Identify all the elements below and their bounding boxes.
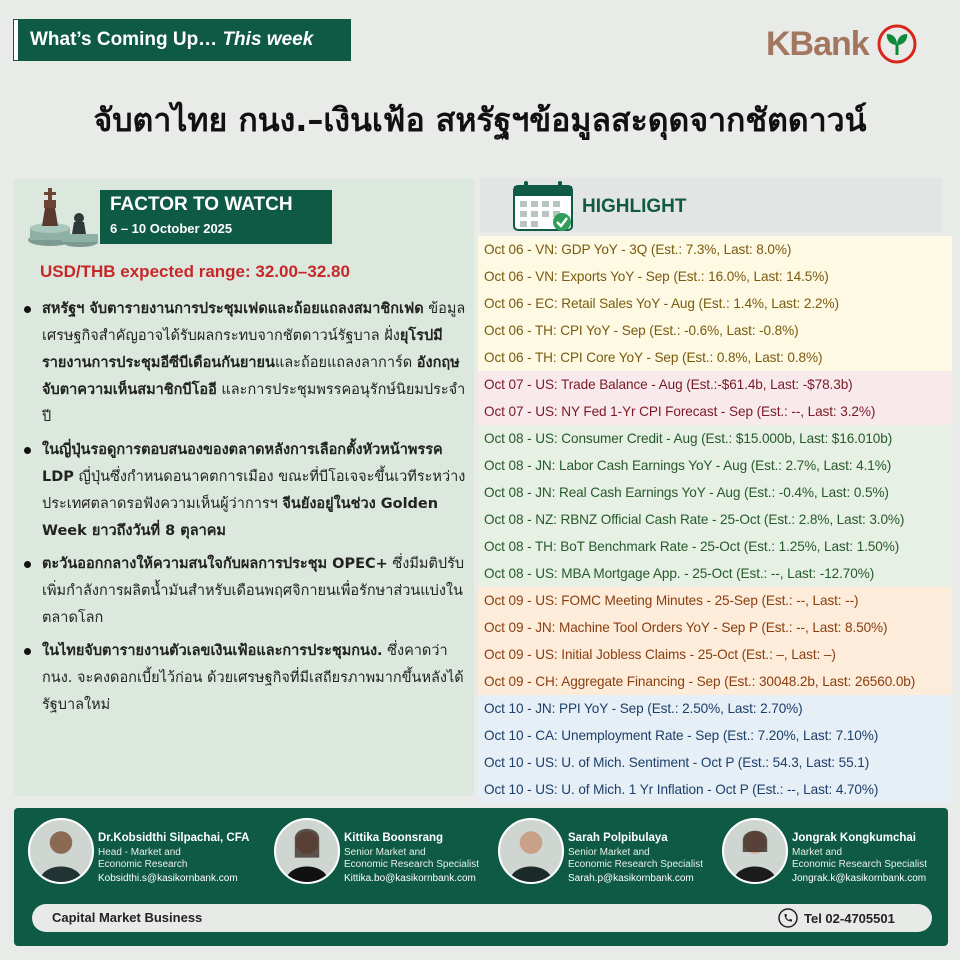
highlight-event-row: Oct 07 - US: Trade Balance - Aug (Est.:-$61.4b, Last: -$78.3b) [478, 371, 952, 398]
highlight-title: HIGHLIGHT [582, 196, 687, 217]
member-name: Jongrak Kongkumchai [792, 832, 916, 844]
telephone[interactable] [778, 908, 895, 928]
highlight-events [478, 236, 952, 803]
member-name: Sarah Polpibulaya [568, 832, 668, 844]
factor-to-watch-box [100, 190, 332, 244]
highlight-event-row: Oct 08 - US: MBA Mortgage App. - 25-Oct (Est.: --, Last: -12.70%) [478, 560, 952, 587]
member-email[interactable]: Kobsidthi.s@kasikornbank.com [98, 873, 238, 884]
avatar [722, 818, 788, 884]
member-email[interactable]: Kittika.bo@kasikornbank.com [344, 873, 476, 884]
factor-bullets [22, 296, 472, 725]
member-role-2: Economic Research Specialist [344, 859, 480, 870]
member-name: Kittika Boonsrang [344, 832, 444, 844]
highlight-event-row: Oct 07 - US: NY Fed 1-Yr CPI Forecast - Sep (Est.: --, Last: 3.2%) [478, 398, 952, 425]
highlight-event-row: Oct 08 - NZ: RBNZ Official Cash Rate - 25-Oct (Est.: 2.8%, Last: 3.0%) [478, 506, 952, 533]
highlight-event-row: Oct 09 - US: FOMC Meeting Minutes - 25-Sep (Est.: --, Last: --) [478, 587, 952, 614]
highlight-event-row: Oct 06 - EC: Retail Sales YoY - Aug (Est.: 1.4%, Last: 2.2%) [478, 290, 952, 317]
factor-title: FACTOR TO WATCH [110, 194, 293, 215]
bullet-us-europe: สหรัฐฯ จับตารายงานการประชุมเฟดและถ้อยแถลงสมาชิกเฟด ข้อมูลเศรษฐกิจสำคัญอาจได้รับผลกระทบจากชัตดาวน์รัฐบาล ฝั่งยุโรปมีรายงานการประชุมอีซีบีเดือนกันยายนและถ้อยแถลงลาการ์ด อังกฤษจับตาความเห็นสมาชิกบีโออี และการประชุมพรรคอนุรักษ์นิยมประจำปี [22, 296, 472, 431]
highlight-event-row: Oct 09 - US: Initial Jobless Claims - 25-Oct (Est.: –, Last: –) [478, 641, 952, 668]
bullet-middle-east: ตะวันออกกลางให้ความสนใจกับผลการประชุม OPEC+ ซึ่งมีมติปรับเพิ่มกำลังการผลิตน้ำมันสำหรับเดือนพฤศจิกายนเพื่อรักษาส่วนแบ่งในตลาดโลก [22, 551, 472, 632]
kbank-leaf-icon [877, 24, 917, 64]
highlight-event-row: Oct 06 - VN: GDP YoY - 3Q (Est.: 7.3%, Last: 8.0%) [478, 236, 952, 263]
highlight-event-row: Oct 09 - CH: Aggregate Financing - Sep (Est.: 30048.2b, Last: 26560.0b) [478, 668, 952, 695]
avatar [498, 818, 564, 884]
member-role-2: Economic Research [98, 859, 188, 870]
factor-date: 6 – 10 October 2025 [110, 221, 233, 236]
telephone-number: Tel 02-4705501 [804, 910, 895, 926]
member-role: Senior Market and [568, 847, 650, 858]
page-title: จับตาไทย กนง.–เงินเฟ้อ สหรัฐฯข้อมูลสะดุดจากชัตดาวน์ [93, 101, 867, 139]
week-tag-emph: This week [222, 29, 314, 50]
highlight-event-row: Oct 09 - JN: Machine Tool Orders YoY - Sep P (Est.: --, Last: 8.50%) [478, 614, 952, 641]
member-email[interactable]: Sarah.p@kasikornbank.com [568, 873, 694, 884]
usdthb-range: USD/THB expected range: 32.00–32.80 [40, 262, 350, 281]
logo-text: KBank [766, 24, 869, 63]
member-name: Dr.Kobsidthi Silpachai, CFA [98, 832, 250, 844]
calendar-icon [512, 180, 576, 232]
member-role: Senior Market and [344, 847, 426, 858]
highlight-event-row: Oct 08 - JN: Labor Cash Earnings YoY - Aug (Est.: 2.7%, Last: 4.1%) [478, 452, 952, 479]
capital-market-business: Capital Market Business [52, 910, 203, 925]
highlight-event-row: Oct 10 - JN: PPI YoY - Sep (Est.: 2.50%, Last: 2.70%) [478, 695, 952, 722]
avatar [28, 818, 94, 884]
highlight-event-row: Oct 08 - JN: Real Cash Earnings YoY - Aug (Est.: -0.4%, Last: 0.5%) [478, 479, 952, 506]
highlight-event-row: Oct 06 - TH: CPI Core YoY - Sep (Est.: 0.8%, Last: 0.8%) [478, 344, 952, 371]
member-role: Head - Market and [98, 847, 181, 858]
bullet-thailand: ในไทยจับตารายงานตัวเลขเงินเฟ้อและการประชุมกนง. ซึ่งคาดว่า กนง. จะคงดอกเบี้ยไว้ก่อน ด้วยเศรษฐกิจที่มีเสถียรภาพมากขึ้นหลังได้รัฐบาลใหม่ [22, 638, 472, 719]
member-role-2: Economic Research Specialist [792, 859, 928, 870]
kbank-logo [766, 24, 917, 64]
highlight-event-row: Oct 06 - TH: CPI YoY - Sep (Est.: -0.6%, Last: -0.8%) [478, 317, 952, 344]
chess-pieces-icon [24, 178, 100, 250]
week-tag [14, 20, 350, 60]
highlight-event-row: Oct 08 - US: Consumer Credit - Aug (Est.: $15.000b, Last: $16.010b) [478, 425, 952, 452]
highlight-event-row: Oct 08 - TH: BoT Benchmark Rate - 25-Oct (Est.: 1.25%, Last: 1.50%) [478, 533, 952, 560]
highlight-event-row: Oct 10 - US: U. of Mich. 1 Yr Inflation - Oct P (Est.: --, Last: 4.70%) [478, 776, 952, 803]
highlight-event-row: Oct 10 - CA: Unemployment Rate - Sep (Est.: 7.20%, Last: 7.10%) [478, 722, 952, 749]
phone-icon [778, 908, 798, 928]
week-tag-lead: What’s Coming Up… [30, 29, 223, 50]
highlight-event-row: Oct 06 - VN: Exports YoY - Sep (Est.: 16.0%, Last: 14.5%) [478, 263, 952, 290]
member-email[interactable]: Jongrak.k@kasikornbank.com [792, 873, 927, 884]
highlight-event-row: Oct 10 - US: U. of Mich. Sentiment - Oct P (Est.: 54.3, Last: 55.1) [478, 749, 952, 776]
member-role: Market and [792, 847, 843, 858]
member-role-2: Economic Research Specialist [568, 859, 704, 870]
bullet-japan-china: ในญี่ปุ่นรอดูการตอบสนองของตลาดหลังการเลือกตั้งหัวหน้าพรรค LDP ญี่ปุ่นซึ่งกำหนดอนาคตการเมือง ขณะที่บีโอเจจะขึ้นเวทีระหว่างประเทศตลาดรอฟังความเห็นผู้ว่าการฯ จีนยังอยู่ในช่วง Golden Week ยาวถึงวันที่ 8 ตุลาคม [22, 437, 472, 545]
avatar [274, 818, 340, 884]
